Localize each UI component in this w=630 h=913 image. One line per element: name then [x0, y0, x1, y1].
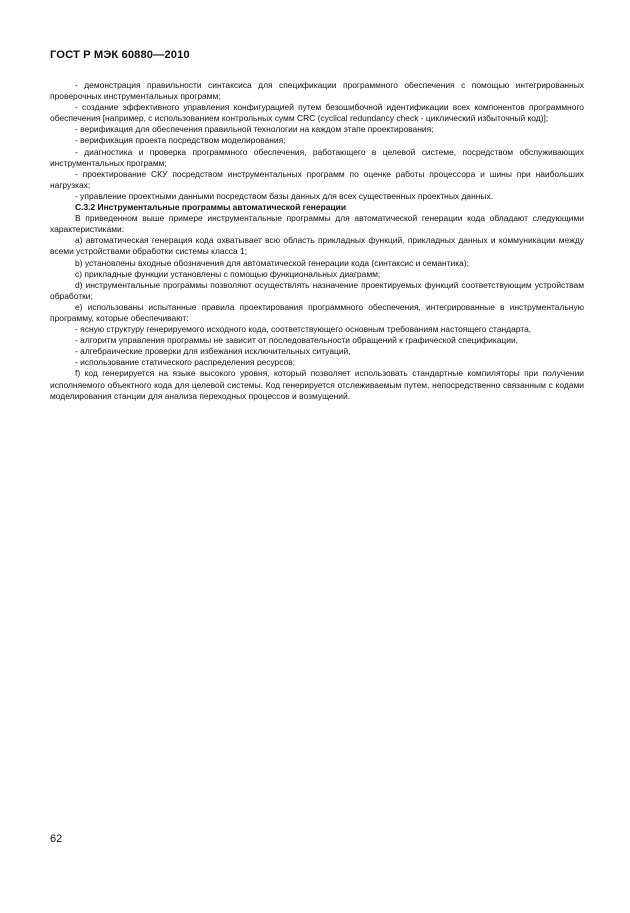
list-item: e) использованы испытанные правила проектирования программного обеспечения, интегрированные в инструментальную программу, которые обеспечивают:	[50, 301, 584, 323]
document-header: ГОСТ Р МЭК 60880—2010	[50, 49, 190, 61]
list-item: - верификация проекта посредством моделирования;	[75, 135, 286, 146]
list-item: - управление проектными данными посредством базы данных для всех существенных проектных данных.	[75, 190, 494, 201]
list-item: - верификация для обеспечения правильной технологии на каждом этапе проектирования;	[75, 124, 434, 135]
list-item: - создание эффективного управления конфигурацией путем безошибочной идентификации всех компонентов программного обеспечения [например, с использованием контрольных сумм CRC (cyclical redundancy check - циклический избыточный код)];	[50, 102, 584, 124]
list-item: - алгебраические проверки для избежания исключительных ситуаций,	[75, 346, 351, 357]
list-item: - демонстрация правильности синтаксиса для спецификации программного обеспечения с помощью интегрированных проверочных инструментальных программ;	[50, 80, 584, 102]
list-item: c) прикладные функции установлены с помощью функциональных диаграмм;	[75, 268, 381, 279]
list-item: f) код генерируется на языке высокого уровня, который позволяет использовать стандартные компиляторы при получении исполняемого объектного кода для целевой системы. Код генерируется отслеживаемым путем, непосредственно связанным с кодами моделирования станции для анализа переходных процессов и возмущений.	[50, 368, 584, 401]
list-item: - проектирование СКУ посредством инструментальных программ по оценке работы процессора и шины при наибольших нагрузках;	[50, 168, 584, 190]
list-item: a) автоматическая генерация кода охватывает всю область прикладных функций, прикладных данных и коммуникации между всеми устройствами обработки системы класса 1;	[50, 235, 584, 257]
document-body	[50, 80, 584, 402]
list-item: - диагностика и проверка программного обеспечения, работающего в целевой системе, посредством обслуживающих инструментальных программ;	[50, 146, 584, 168]
list-item: - алгоритм управления программы не зависит от последовательности обращений к графической спецификации,	[75, 335, 519, 346]
list-item: d) инструментальные программы позволяют осуществлять назначение проектируемых функций соответствующим устройствам обработки;	[50, 279, 584, 301]
page-number: 62	[50, 833, 63, 845]
list-item: - использование статического распределения ресурсов;	[75, 357, 296, 368]
list-item: - ясную структуру генерируемого исходного кода, соответствующего основным требованиям настоящего стандарта,	[75, 324, 532, 335]
list-item: b) установлены входные обозначения для автоматической генерации кода (синтаксис и семантика);	[75, 257, 469, 268]
section-heading: С.3.2 Инструментальные программы автоматической генерации	[75, 202, 347, 213]
paragraph: В приведенном выше примере инструментальные программы для автоматической генерации кода обладают следующими характеристиками:	[50, 213, 584, 235]
